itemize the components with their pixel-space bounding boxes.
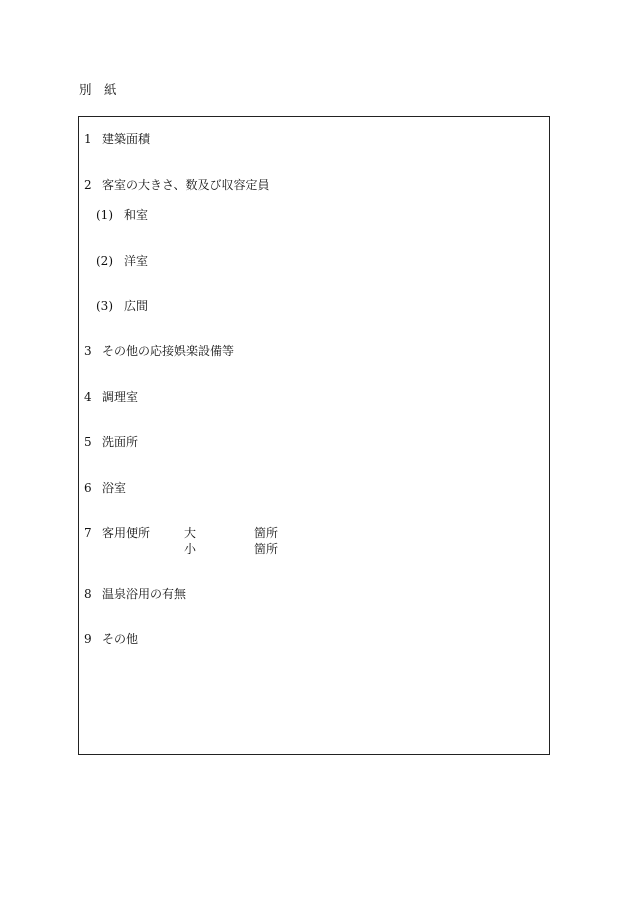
item-other-facilities <box>84 343 234 359</box>
item-washroom <box>84 434 138 450</box>
item-number: 8 <box>84 587 92 601</box>
item-guest-toilet <box>84 525 150 541</box>
item-guest-rooms <box>84 177 270 193</box>
item-label: 調理室 <box>102 390 139 404</box>
item-label: その他 <box>102 632 139 646</box>
item-number: 3 <box>84 344 92 358</box>
subitem-hall <box>96 298 148 314</box>
form-box <box>78 116 550 755</box>
item-label: 浴室 <box>102 481 127 495</box>
item-number: 4 <box>84 390 92 404</box>
item-bathroom <box>84 480 126 496</box>
toilet-small-label: 小 <box>184 542 197 556</box>
subitem-label: 洋室 <box>124 254 149 268</box>
form-heading: 別 紙 <box>79 82 117 97</box>
item-label: 温泉浴用の有無 <box>102 587 187 601</box>
item-label: 洗面所 <box>102 435 139 449</box>
item-number: 7 <box>84 526 92 540</box>
item-label: 客用便所 <box>102 526 151 540</box>
item-number: 2 <box>84 178 92 192</box>
toilet-large-unit: 箇所 <box>254 526 279 540</box>
item-other <box>84 631 138 647</box>
item-number: 5 <box>84 435 92 449</box>
subitem-label: 和室 <box>124 208 149 222</box>
item-number: 6 <box>84 481 92 495</box>
toilet-large-label: 大 <box>184 526 197 540</box>
subitem-label: 広間 <box>124 299 149 313</box>
toilet-small-unit: 箇所 <box>254 542 279 556</box>
item-kitchen <box>84 389 138 405</box>
subitem-number: (3) <box>96 299 113 313</box>
item-label: 客室の大きさ、数及び収容定員 <box>102 178 270 192</box>
item-hot-spring <box>84 586 186 602</box>
subitem-number: (1) <box>96 208 113 222</box>
subitem-japanese-room <box>96 207 148 223</box>
item-number: 9 <box>84 632 92 646</box>
item-building-area <box>84 131 150 147</box>
item-number: 1 <box>84 132 92 146</box>
subitem-western-room <box>96 253 148 269</box>
item-label: その他の応接娯楽設備等 <box>102 344 235 358</box>
item-label: 建築面積 <box>102 132 151 146</box>
subitem-number: (2) <box>96 254 113 268</box>
